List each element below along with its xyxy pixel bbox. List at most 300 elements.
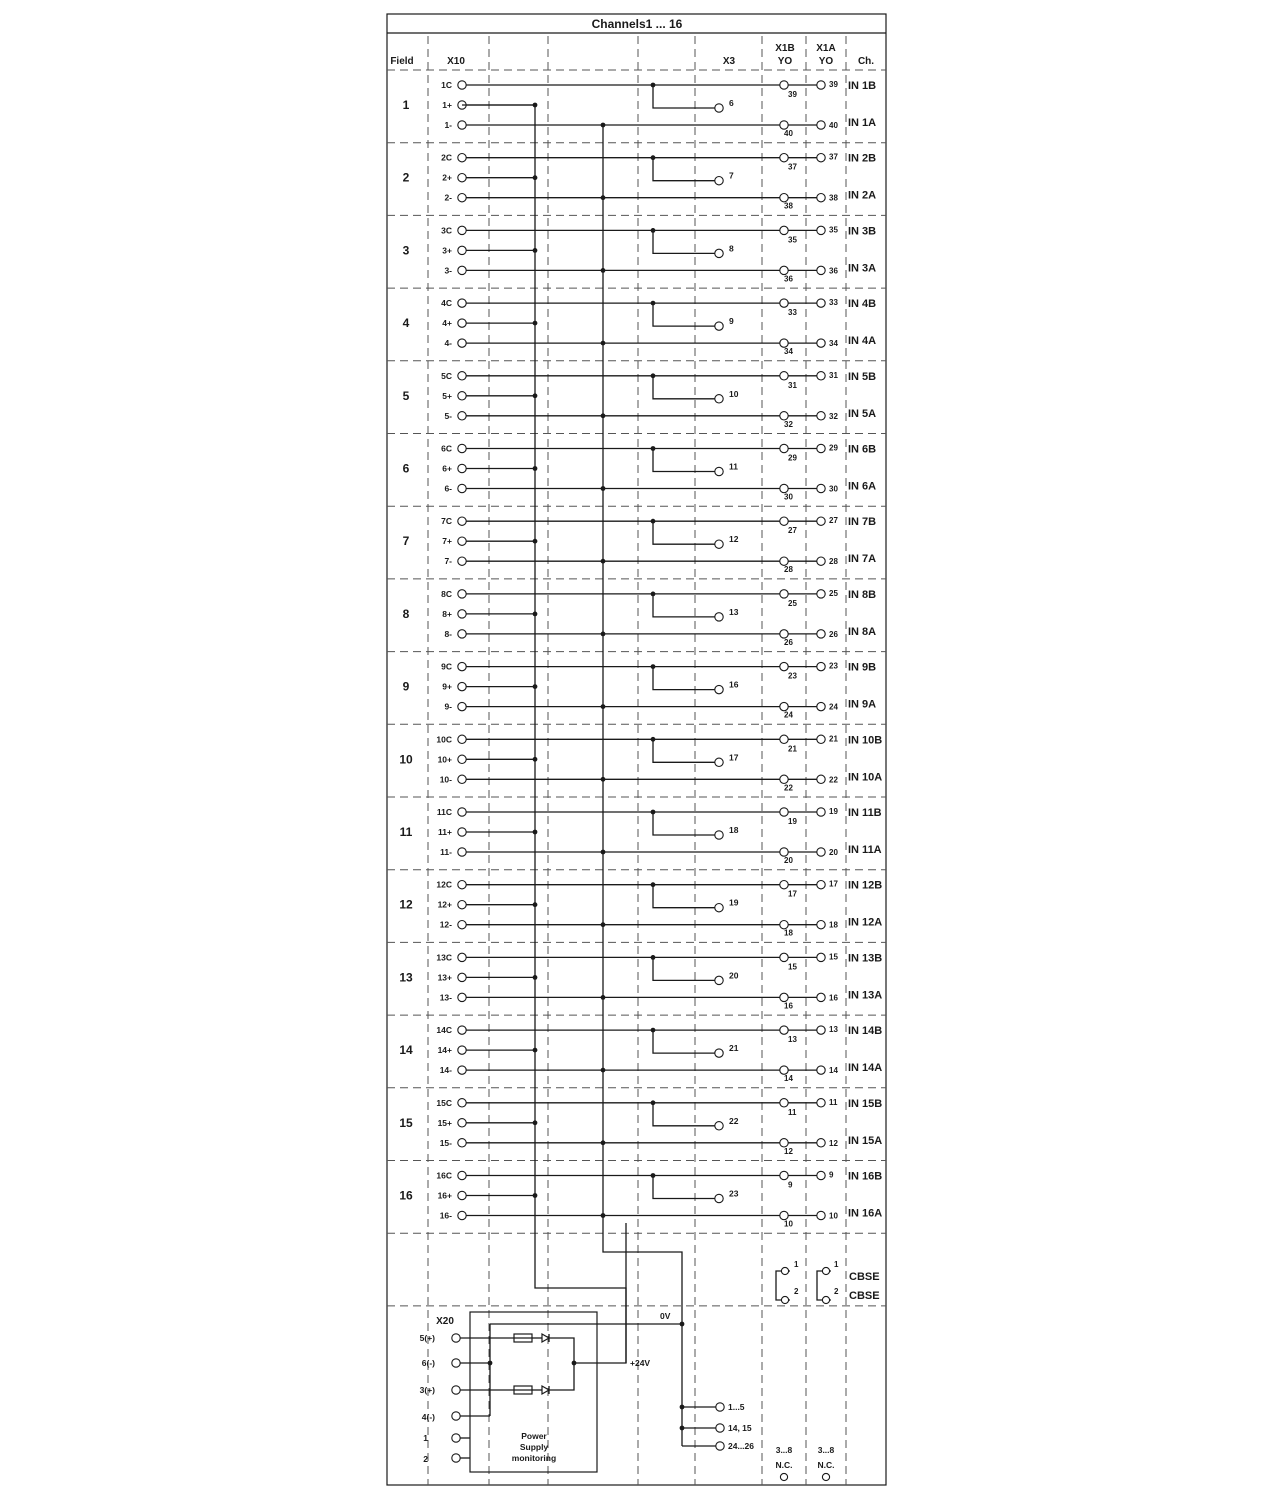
field-number: 5 (402, 388, 410, 403)
channel-label-a: IN 1A (848, 117, 877, 129)
x10-terminal (458, 412, 466, 420)
x1a-terminal (817, 808, 825, 816)
x1b-terminal (780, 775, 788, 783)
x1a-number: 10 (829, 1211, 838, 1221)
x1a-terminal (817, 921, 825, 929)
x1b-number: 24 (784, 710, 793, 720)
x1b-number: 12 (784, 1146, 793, 1156)
x1a-number: 11 (829, 1097, 838, 1107)
x1b-number: 37 (788, 162, 797, 172)
x10-terminal (458, 299, 466, 307)
channel-label-b: IN 16B (848, 1170, 883, 1183)
x10-terminal (458, 881, 466, 889)
field-number: 1 (402, 98, 410, 112)
x1b-terminal (780, 444, 788, 452)
channel-group (403, 298, 877, 356)
terminal-label-minus: 6- (444, 483, 452, 494)
x1a-number: 17 (829, 879, 838, 889)
x1b-number: 33 (788, 308, 797, 318)
x10-terminal (458, 993, 466, 1001)
x3-power-terminal-3 (716, 1442, 724, 1450)
x10-terminal (458, 226, 466, 234)
x10-terminal (458, 1191, 466, 1199)
x10-terminal (458, 174, 466, 182)
x20-terminal-4 (452, 1412, 460, 1420)
channel-label-b: IN 1B (848, 80, 877, 92)
channel-group (399, 1098, 882, 1156)
x1b-number: 25 (788, 598, 797, 608)
header-x1a-yo: YO (818, 56, 834, 67)
x10-terminal (458, 921, 466, 929)
x10-terminal (458, 194, 466, 202)
x1a-terminal (817, 1026, 825, 1034)
x1b-terminal (780, 1099, 788, 1107)
channel-label-b: IN 12B (848, 879, 883, 892)
x3-terminal (715, 540, 723, 548)
x1a-number: 29 (829, 443, 838, 453)
channel-label-a: IN 7A (848, 553, 877, 566)
x3-power-label-3: 24...26 (728, 1441, 754, 1451)
channel-group (403, 371, 877, 429)
x3-terminal-number: 21 (729, 1043, 739, 1054)
terminal-label-plus: 5+ (442, 390, 452, 401)
x10-terminal (458, 266, 466, 274)
nc-range-x1b: 3...8 (775, 1445, 793, 1455)
field-number: 10 (399, 752, 413, 767)
x1b-terminal (780, 339, 788, 347)
x3-power-terminal-2 (716, 1424, 724, 1432)
x1a-number: 36 (829, 266, 838, 276)
x1b-terminal (780, 484, 788, 492)
header-x1b-yo: YO (777, 56, 793, 67)
x1b-number: 36 (784, 274, 793, 284)
x1a-terminal (817, 444, 825, 452)
x1a-number: 12 (829, 1138, 838, 1148)
x20-terminal-5 (452, 1334, 460, 1342)
nc-range-x1a: 3...8 (817, 1445, 835, 1455)
x1a-terminal (817, 1171, 825, 1179)
terminal-label-plus: 11+ (438, 827, 452, 837)
terminal-label-plus: 3+ (442, 245, 452, 256)
x1a-terminal (817, 630, 825, 638)
cbse-x1b-num-1: 1 (794, 1260, 799, 1269)
channel-label-b: IN 4B (848, 298, 877, 311)
terminal-label-minus: 8- (444, 628, 452, 639)
terminal-label-c: 4C (441, 298, 452, 309)
x1b-number: 13 (788, 1035, 797, 1045)
channel-label-b: IN 13B (848, 952, 883, 965)
x1a-terminal (817, 735, 825, 743)
terminal-label-plus: 7+ (442, 536, 452, 547)
x1b-terminal (780, 1139, 788, 1147)
channel-rows (399, 80, 882, 1229)
x3-power-label-2: 14, 15 (728, 1423, 752, 1433)
x10-terminal (458, 662, 466, 670)
terminal-label-plus: 8+ (442, 608, 452, 619)
x1a-number: 14 (829, 1066, 838, 1076)
x1a-number: 22 (829, 775, 838, 785)
x1b-number: 38 (784, 201, 793, 211)
x10-terminal (458, 682, 466, 690)
channel-group (403, 589, 877, 647)
x3-terminal (715, 976, 723, 984)
cbse-x1b-terminal-2 (781, 1296, 788, 1303)
channel-label-a: IN 2A (848, 189, 877, 202)
x1b-terminal (780, 881, 788, 889)
x10-terminal (458, 1066, 466, 1074)
terminal-label-c: 9C (441, 661, 452, 672)
terminal-label-c: 14C (436, 1025, 452, 1036)
x1a-number: 20 (829, 848, 838, 857)
cbse-x1a-num-2: 2 (834, 1287, 839, 1296)
channel-label-a: IN 3A (848, 262, 877, 275)
x10-terminal (458, 610, 466, 618)
x1a-terminal (817, 848, 825, 856)
x3-terminal-number: 16 (729, 679, 739, 690)
x20-label: X20 (436, 1316, 454, 1327)
field-number: 3 (402, 243, 410, 258)
channel-label-b: IN 5B (848, 370, 877, 383)
x3-terminal (715, 104, 723, 112)
x1a-terminal (817, 517, 825, 525)
terminal-label-minus: 3- (444, 265, 452, 276)
x1b-number: 30 (784, 492, 793, 502)
cbse-x1a-num-1: 1 (834, 1260, 839, 1269)
terminal-label-plus: 1+ (442, 100, 452, 110)
x1a-number: 21 (829, 734, 838, 744)
x1b-number: 10 (784, 1219, 793, 1229)
x1a-terminal (817, 993, 825, 1001)
x3-terminal-number: 23 (729, 1188, 739, 1199)
channel-label-b: IN 7B (848, 516, 877, 529)
x10-terminal (458, 775, 466, 783)
terminal-label-minus: 15- (439, 1137, 452, 1148)
x10-terminal (458, 154, 466, 162)
terminal-label-minus: 9- (444, 701, 452, 712)
x1b-terminal (780, 702, 788, 710)
x1a-terminal (817, 81, 825, 89)
channel-label-b: IN 15B (848, 1097, 883, 1110)
x1b-number: 14 (784, 1074, 793, 1084)
nc-label-x1a: N.C. (817, 1460, 835, 1470)
x10-terminal (458, 339, 466, 347)
nc-terminal-x1b (780, 1473, 787, 1480)
field-number: 12 (399, 897, 413, 912)
x1b-number: 18 (784, 928, 793, 938)
x20-term-label-5: 1 (423, 1433, 428, 1443)
x3-terminal (715, 1194, 723, 1202)
x3-terminal-number: 22 (729, 1115, 739, 1126)
x1a-number: 16 (829, 993, 838, 1003)
x1b-terminal (780, 121, 788, 129)
x1a-terminal (817, 194, 825, 202)
header-x1b: X1B (775, 43, 795, 54)
terminal-label-plus: 4+ (442, 318, 452, 329)
terminal-label-plus: 6+ (442, 463, 452, 474)
x1a-number: 35 (829, 225, 838, 235)
field-number: 7 (402, 534, 410, 549)
x10-terminal (458, 1171, 466, 1179)
x10-terminal (458, 848, 466, 856)
x1b-terminal (780, 808, 788, 816)
terminal-label-minus: 14- (439, 1065, 452, 1076)
cbse-section (776, 1260, 880, 1304)
x1a-number: 24 (829, 702, 838, 712)
x3-terminal (715, 758, 723, 766)
channel-label-a: IN 5A (848, 407, 877, 420)
x3-terminal (715, 177, 723, 185)
bus-wires (462, 105, 682, 1363)
channel-label-a: IN 9A (848, 698, 877, 711)
x1b-terminal (780, 266, 788, 274)
x1b-number: 40 (784, 129, 793, 138)
x10-terminal (458, 1046, 466, 1054)
x1b-number: 39 (788, 90, 797, 99)
x3-terminal (715, 685, 723, 693)
x10-terminal (458, 1211, 466, 1219)
header-x3: X3 (722, 56, 736, 67)
x1b-terminal (780, 1026, 788, 1034)
x3-terminal-number: 9 (729, 316, 734, 327)
terminal-label-c: 1C (441, 80, 452, 90)
x1b-terminal (780, 372, 788, 380)
x10-terminal (458, 372, 466, 380)
x10-terminal (458, 590, 466, 598)
x1a-number: 18 (829, 920, 838, 930)
field-number: 2 (402, 170, 410, 185)
terminal-label-c: 15C (436, 1097, 452, 1108)
terminal-label-c: 10C (436, 734, 452, 745)
terminal-label-c: 2C (441, 152, 452, 163)
x3-terminal-number: 12 (729, 534, 739, 545)
channel-label-b: IN 8B (848, 588, 877, 601)
terminal-label-plus: 12+ (437, 899, 452, 910)
x1b-number: 16 (784, 1001, 793, 1011)
x3-terminal (715, 831, 723, 839)
x1b-terminal (780, 590, 788, 598)
x1a-terminal (817, 557, 825, 565)
x3-terminal-number: 8 (729, 243, 734, 254)
x1b-terminal (780, 154, 788, 162)
x1a-terminal (817, 1066, 825, 1074)
channel-group (403, 225, 877, 283)
x1b-number: 26 (784, 637, 793, 647)
x1b-terminal (780, 81, 788, 89)
field-number: 11 (399, 825, 413, 839)
x10-terminal (458, 901, 466, 909)
power-section (420, 1223, 835, 1481)
x1a-number: 26 (829, 629, 838, 639)
terminal-label-minus: 4- (444, 338, 452, 349)
x1a-number: 9 (829, 1170, 834, 1180)
x10-terminal (458, 808, 466, 816)
x1a-terminal (817, 299, 825, 307)
terminal-label-minus: 1- (444, 120, 452, 130)
x3-terminal (715, 322, 723, 330)
x10-terminal (458, 537, 466, 545)
x10-terminal (458, 557, 466, 565)
x1a-number: 13 (829, 1025, 838, 1035)
channel-label-b: IN 6B (848, 443, 877, 456)
channel-label-a: IN 12A (848, 916, 883, 929)
terminal-label-plus: 13+ (437, 972, 452, 983)
x1a-terminal (817, 484, 825, 492)
terminal-label-plus: 9+ (442, 681, 452, 692)
terminal-label-minus: 2- (444, 192, 452, 203)
x1b-number: 32 (784, 419, 793, 429)
x1b-number: 35 (788, 235, 797, 245)
channel-label-a: IN 14A (848, 1062, 883, 1075)
field-number: 6 (402, 461, 410, 476)
monitor-line-1: Power (521, 1431, 547, 1441)
cbse-x1a-terminal-2 (822, 1296, 829, 1303)
x1a-number: 27 (829, 516, 838, 526)
x10-terminal (458, 464, 466, 472)
x10-terminal (458, 630, 466, 638)
x20-terminal-3 (452, 1386, 460, 1394)
channel-group (400, 807, 882, 865)
x3-terminal-number: 17 (729, 752, 739, 763)
nc-label-x1b: N.C. (775, 1460, 793, 1470)
channel-label-b: IN 9B (848, 661, 877, 674)
monitor-line-3: monitoring (511, 1453, 557, 1463)
x1b-terminal (780, 662, 788, 670)
cbse-x1b-terminal-1 (781, 1267, 788, 1274)
x1a-terminal (817, 1211, 825, 1219)
x1b-number: 31 (788, 380, 797, 390)
x1b-terminal (780, 517, 788, 525)
x1a-number: 39 (829, 80, 838, 89)
cbse-label-1: CBSE (849, 1271, 880, 1283)
x3-power-label-1: 1...5 (728, 1402, 745, 1412)
channel-label-a: IN 4A (848, 335, 877, 348)
terminal-label-c: 6C (441, 443, 452, 454)
channel-group (403, 153, 877, 211)
header-ch: Ch. (857, 56, 875, 67)
x3-terminal-number: 18 (729, 825, 739, 835)
x1a-terminal (817, 1099, 825, 1107)
terminal-label-c: 5C (441, 370, 452, 381)
x3-terminal (715, 467, 723, 475)
x1a-terminal (817, 226, 825, 234)
x1b-number: 27 (788, 526, 797, 536)
x1b-number: 29 (788, 453, 797, 463)
x3-terminal-number: 20 (729, 970, 739, 981)
x1a-number: 32 (829, 411, 838, 421)
channel-group (399, 1025, 882, 1083)
x3-terminal-number: 19 (729, 897, 739, 908)
x10-terminal (458, 1119, 466, 1127)
label-24v: +24V (630, 1358, 651, 1368)
x1a-number: 30 (829, 484, 838, 494)
x1b-number: 9 (788, 1180, 793, 1190)
x10-terminal (458, 121, 466, 129)
x20-term-label-4: 4(-) (421, 1412, 435, 1422)
x1b-terminal (780, 993, 788, 1001)
x10-terminal (458, 735, 466, 743)
x1a-number: 25 (829, 588, 838, 598)
x20-terminal-1 (452, 1434, 460, 1442)
channel-group (403, 516, 877, 574)
x1b-terminal (780, 848, 788, 856)
field-number: 9 (402, 679, 410, 694)
channel-label-a: IN 10A (848, 771, 883, 784)
cbse-x1b-num-2: 2 (794, 1287, 799, 1296)
field-number: 8 (402, 606, 410, 621)
cbse-x1a-terminal-1 (822, 1267, 829, 1274)
channel-label-a: IN 8A (848, 625, 877, 638)
x3-terminal-number: 6 (729, 98, 734, 108)
x1b-number: 20 (784, 856, 793, 865)
x1b-terminal (780, 630, 788, 638)
x1a-terminal (817, 339, 825, 347)
label-0v: 0V (660, 1311, 671, 1321)
x10-terminal (458, 444, 466, 452)
x1b-terminal (780, 1211, 788, 1219)
x1b-terminal (780, 557, 788, 565)
x1a-terminal (817, 590, 825, 598)
x1b-terminal (780, 921, 788, 929)
x1b-number: 34 (784, 347, 793, 357)
header-x10: X10 (447, 56, 465, 67)
cbse-label-2: CBSE (849, 1290, 880, 1302)
x1b-terminal (780, 735, 788, 743)
x3-terminal (715, 904, 723, 912)
channel-group (403, 662, 877, 720)
x10-terminal (458, 755, 466, 763)
x1a-terminal (817, 372, 825, 380)
terminal-label-c: 11C (436, 807, 452, 817)
x1b-terminal (780, 194, 788, 202)
field-number: 13 (399, 970, 413, 985)
channel-label-b: IN 11B (848, 807, 882, 819)
x3-terminal (715, 1049, 723, 1057)
terminal-label-plus: 2+ (442, 172, 452, 183)
channel-group (399, 952, 882, 1010)
x1b-terminal (780, 1066, 788, 1074)
x1a-number: 38 (829, 193, 838, 203)
x3-power-terminal-1 (716, 1403, 724, 1411)
x1a-terminal (817, 154, 825, 162)
terminal-label-minus: 13- (439, 992, 452, 1003)
x3-terminal-number: 11 (729, 461, 738, 472)
x10-terminal (458, 1139, 466, 1147)
x1b-number: 11 (788, 1107, 797, 1117)
monitor-line-2: Supply (519, 1442, 549, 1452)
x20-terminal-6 (452, 1359, 460, 1367)
terminal-label-plus: 16+ (437, 1190, 452, 1201)
terminal-label-plus: 15+ (437, 1117, 452, 1128)
x10-terminal (458, 953, 466, 961)
x3-terminal (715, 249, 723, 257)
plus-bus-wire (462, 105, 626, 1363)
channel-label-b: IN 14B (848, 1025, 883, 1038)
field-number: 14 (399, 1043, 413, 1058)
x1a-terminal (817, 1139, 825, 1147)
x10-terminal (458, 517, 466, 525)
terminal-label-c: 12C (436, 879, 452, 890)
channel-label-b: IN 10B (848, 734, 883, 747)
x3-terminal-number: 13 (729, 606, 739, 617)
terminal-label-minus: 16- (439, 1210, 452, 1221)
x1a-number: 34 (829, 339, 838, 349)
terminal-label-minus: 5- (444, 410, 452, 421)
channel-label-a: IN 15A (848, 1134, 883, 1147)
diagram-title: Channels1 ... 16 (591, 17, 683, 31)
x20-term-label-2: 6(-) (421, 1358, 435, 1368)
nc-terminal-x1a (822, 1473, 829, 1480)
x10-terminal (458, 1026, 466, 1034)
